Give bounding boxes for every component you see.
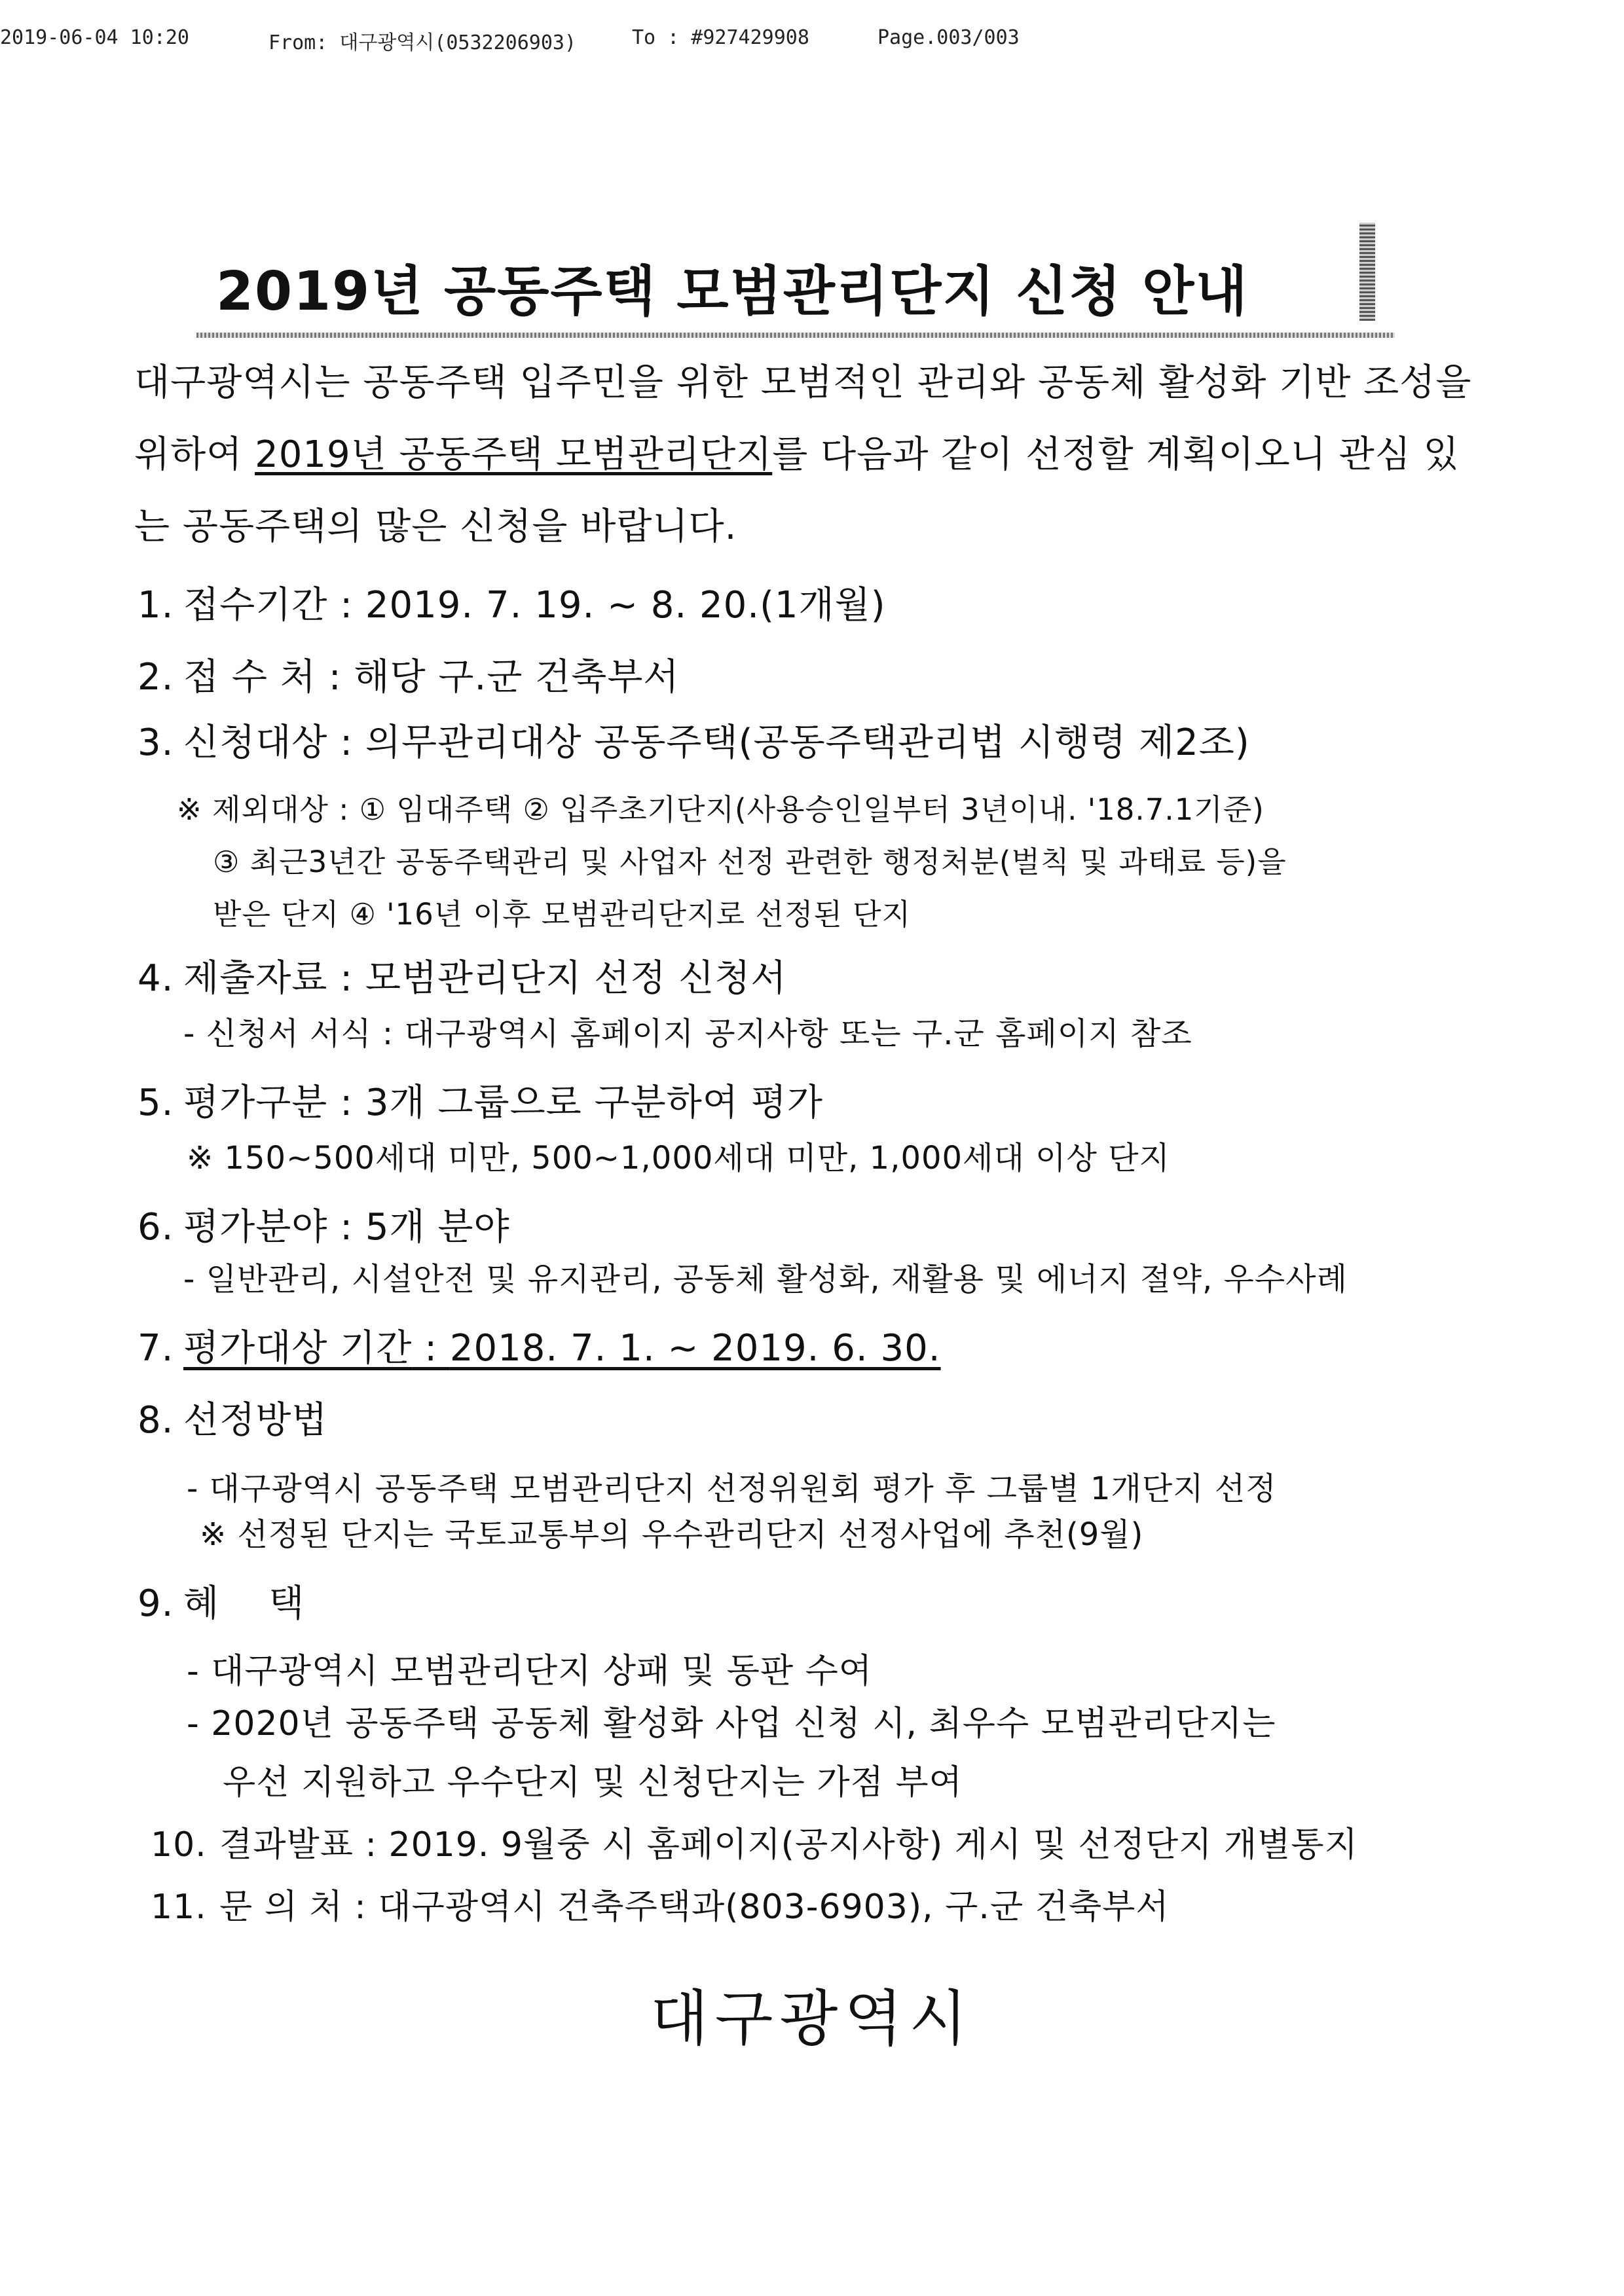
fax-to: To : #927429908 xyxy=(632,26,809,49)
section-label: 문 의 처 xyxy=(219,1887,343,1927)
section-6 xyxy=(138,1198,510,1250)
intro-paragraph xyxy=(134,347,1483,563)
section-text: 대구광역시 건축주택과(803-6903), 구.군 건축부서 xyxy=(378,1887,1170,1927)
issuer-footer: 대구광역시 xyxy=(650,1984,974,2054)
section-5-note: ※ 150~500세대 미만, 500~1,000세대 미만, 1,000세대 이상 단지 xyxy=(187,1140,1170,1176)
section-separator: : xyxy=(327,1206,365,1248)
section-number: 7. xyxy=(138,1327,174,1370)
section-text: 2019. 9월중 시 홈페이지(공지사항) 게시 및 선정단지 개별통지 xyxy=(388,1825,1358,1865)
section-separator: : xyxy=(412,1327,450,1370)
document-title: 2019년 공동주택 모범관리단지 신청 안내 xyxy=(216,261,1249,323)
section-number: 5. xyxy=(138,1082,174,1124)
section-number: 6. xyxy=(138,1206,174,1248)
section-2 xyxy=(138,648,680,701)
section-5 xyxy=(138,1074,823,1126)
section-text: 해당 구.군 건축부서 xyxy=(354,656,680,699)
section-label: 신청대상 xyxy=(183,721,328,764)
fax-datetime: 2019-06-04 10:20 xyxy=(0,26,189,49)
section-label: 평가대상 기간 xyxy=(183,1327,413,1370)
section-9 xyxy=(138,1575,304,1627)
title-underline xyxy=(196,333,1395,338)
section-number: 9. xyxy=(138,1582,174,1625)
section-text: 2018. 7. 1. ~ 2019. 6. 30. xyxy=(449,1327,941,1370)
section-4-note: - 신청서 서식 : 대구광역시 홈페이지 공지사항 또는 구.군 홈페이지 참조 xyxy=(183,1015,1192,1052)
section-11 xyxy=(151,1879,1170,1928)
section-8-note-1: - 대구광역시 공동주택 모범관리단지 선정위원회 평가 후 그룹별 1개단지 선정 xyxy=(187,1470,1277,1507)
section-text: 2019. 7. 19. ~ 8. 20.(1개월) xyxy=(365,584,886,627)
section-1 xyxy=(138,576,886,629)
section-9-note-2: - 2020년 공동주택 공동체 활성화 사업 신청 시, 최우수 모범관리단지는 xyxy=(187,1704,1276,1743)
section-text: 5개 분야 xyxy=(365,1206,510,1248)
section-text: 모범관리단지 선정 신청서 xyxy=(365,957,787,1000)
section-label: 접 수 처 xyxy=(183,656,316,699)
section-9-note-3: 우선 지원하고 우수단지 및 신청단지는 가점 부여 xyxy=(223,1763,963,1802)
section-separator: : xyxy=(327,584,365,627)
fax-header xyxy=(0,26,1624,59)
section-separator: : xyxy=(327,1082,365,1124)
fax-page-number: Page.003/003 xyxy=(877,26,1020,49)
section-10 xyxy=(151,1817,1358,1866)
intro-highlight: 2019년 공동주택 모범관리단지 xyxy=(255,433,773,476)
section-label: 선정방법 xyxy=(183,1399,328,1442)
section-number: 4. xyxy=(138,957,174,1000)
section-8-note-2: ※ 선정된 단지는 국토교통부의 우수관리단지 선정사업에 추천(9월) xyxy=(200,1516,1144,1553)
section-text: 3개 그룹으로 구분하여 평가 xyxy=(365,1082,823,1124)
intro-before: 대구광역시는 공동주택 입주민을 위한 모범적인 관리와 공동체 활성화 기반 조성을 위하여 xyxy=(134,361,1472,476)
section-separator: : xyxy=(316,656,354,699)
section-label: 평가분야 xyxy=(183,1206,328,1248)
intro-after: 를 다음과 같이 선정할 계획이오니 관심 있는 공동주택의 많은 신청을 바랍니다. xyxy=(134,433,1460,548)
section-separator: : xyxy=(327,721,365,764)
section-label: 혜 택 xyxy=(183,1582,305,1625)
section-7-underlined xyxy=(183,1327,941,1370)
section-number: 8. xyxy=(138,1399,174,1442)
section-number: 10. xyxy=(151,1825,207,1865)
section-7 xyxy=(138,1319,941,1372)
section-3 xyxy=(138,714,1250,766)
section-label: 결과발표 xyxy=(219,1825,354,1865)
section-label: 평가구분 xyxy=(183,1082,328,1124)
title-side-bar xyxy=(1359,223,1375,321)
section-3-note-2: ③ 최근3년간 공동주택관리 및 사업자 선정 관련한 행정처분(벌칙 및 과태료 등)을 xyxy=(213,845,1287,879)
section-number: 3. xyxy=(138,721,174,764)
section-9-note-1: - 대구광역시 모범관리단지 상패 및 동판 수여 xyxy=(187,1652,873,1691)
section-text: 의무관리대상 공동주택(공동주택관리법 시행령 제2조) xyxy=(365,721,1250,764)
section-3-note-1: ※ 제외대상 : ① 임대주택 ② 입주초기단지(사용승인일부터 3년이내. '18.7.1기준) xyxy=(177,792,1264,827)
section-label: 제출자료 xyxy=(183,957,328,1000)
section-6-note: - 일반관리, 시설안전 및 유지관리, 공동체 활성화, 재활용 및 에너지 절약, 우수사례 xyxy=(183,1261,1348,1298)
title-box xyxy=(196,223,1375,327)
section-number: 1. xyxy=(138,584,174,627)
section-separator: : xyxy=(327,957,365,1000)
section-separator: : xyxy=(353,1825,389,1865)
section-8 xyxy=(138,1391,327,1444)
section-number: 11. xyxy=(151,1887,207,1927)
section-3-note-3: 받은 단지 ④ '16년 이후 모범관리단지로 선정된 단지 xyxy=(213,897,912,932)
fax-from: From: 대구광역시(0532206903) xyxy=(268,31,577,54)
section-label: 접수기간 xyxy=(183,584,328,627)
section-number: 2. xyxy=(138,656,174,699)
section-separator: : xyxy=(342,1887,378,1927)
section-4 xyxy=(138,949,787,1002)
